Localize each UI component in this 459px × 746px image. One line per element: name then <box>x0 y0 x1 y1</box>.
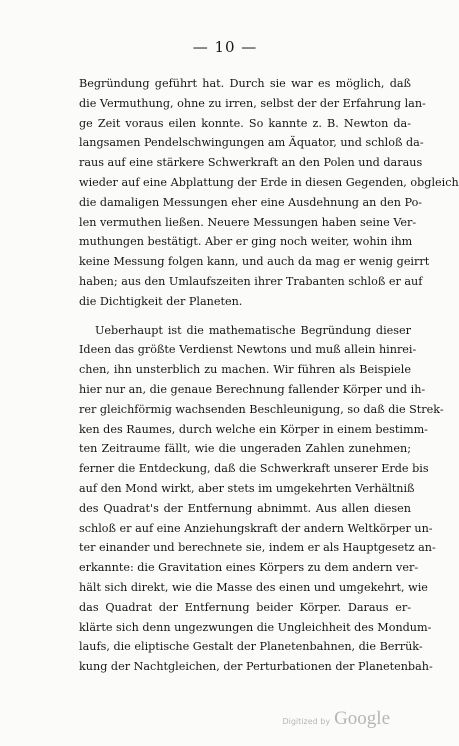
watermark-prefix: Digitized by <box>282 717 331 726</box>
google-logo: Google <box>334 708 390 729</box>
text-line: chen, ihn unsterblich zu machen. Wir führen als Beispiele <box>79 363 411 377</box>
text-line: langsamen Pendelschwingungen am Äquator, und schloß da- <box>79 136 424 150</box>
text-line: ge Zeit voraus eilen konnte. So kannte z. B. Newton da- <box>79 116 411 130</box>
text-line: ter einander und berechnete sie, indem er als Hauptgesetz an- <box>79 541 436 555</box>
text-line: das Quadrat der Entfernung beider Körper. Daraus er- <box>79 600 411 614</box>
text-line: klärte sich denn ungezwungen die Ungleichheit des Mondum- <box>79 620 432 634</box>
text-line: hier nur an, die genaue Berechnung fallender Körper und ih- <box>79 382 426 396</box>
text-line: rer gleichförmig wachsenden Beschleunigung, so daß die Strek- <box>79 402 444 416</box>
text-line: ken des Raumes, durch welche ein Körper in einem bestimm- <box>79 422 428 436</box>
text-line: die Dichtigkeit der Planeten. <box>79 294 243 308</box>
digitization-watermark <box>282 708 390 730</box>
page-number: — 10 — <box>192 38 258 56</box>
text-line: len vermuthen ließen. Neuere Messungen haben seine Ver- <box>79 215 417 229</box>
text-line: hält sich direkt, wie die Masse des einen und umgekehrt, wie <box>79 580 428 594</box>
text-line: Ueberhaupt ist die mathematische Begründung dieser <box>95 323 411 337</box>
text-line: ten Zeitraume fällt, wie die ungeraden Zahlen zunehmen; <box>79 442 411 456</box>
paragraph <box>79 74 459 312</box>
text-line: Ideen das größte Verdienst Newtons und muß allein hinrei- <box>79 343 417 357</box>
text-line: ferner die Entdeckung, daß die Schwerkraft unserer Erde bis <box>79 462 429 476</box>
text-line: wieder auf eine Abplattung der Erde in diesen Gegenden, obgleich <box>79 175 459 189</box>
text-line: auf den Mond wirkt, aber stets im umgekehrten Verhältniß <box>79 481 415 495</box>
paragraph <box>79 321 444 677</box>
text-line: kung der Nachtgleichen, der Perturbationen der Planetenbah- <box>79 660 433 674</box>
text-line: keine Messung folgen kann, und auch da mag er wenig geirrt <box>79 255 430 269</box>
body-text <box>79 74 459 677</box>
text-line: des Quadrat's der Entfernung abnimmt. Aus allen diesen <box>79 501 411 515</box>
text-line: erkannte: die Gravitation eines Körpers zu dem andern ver- <box>79 561 419 575</box>
text-line: Begründung geführt hat. Durch sie war es möglich, daß <box>79 77 411 90</box>
text-line: laufs, die eliptische Gestalt der Planetenbahnen, die Berrük- <box>79 640 423 654</box>
text-line: haben; aus den Umlaufszeiten ihrer Trabanten schloß er auf <box>79 274 423 288</box>
text-line: die Vermuthung, ohne zu irren, selbst der der Erfahrung lan- <box>79 96 426 110</box>
text-line: die damaligen Messungen eher eine Ausdehnung an den Po- <box>79 195 423 209</box>
text-line: raus auf eine stärkere Schwerkraft an den Polen und daraus <box>79 156 423 170</box>
text-line: muthungen bestätigt. Aber er ging noch weiter, wohin ihm <box>79 235 413 249</box>
text-line: schloß er auf eine Anziehungskraft der andern Weltkörper un- <box>79 521 433 535</box>
